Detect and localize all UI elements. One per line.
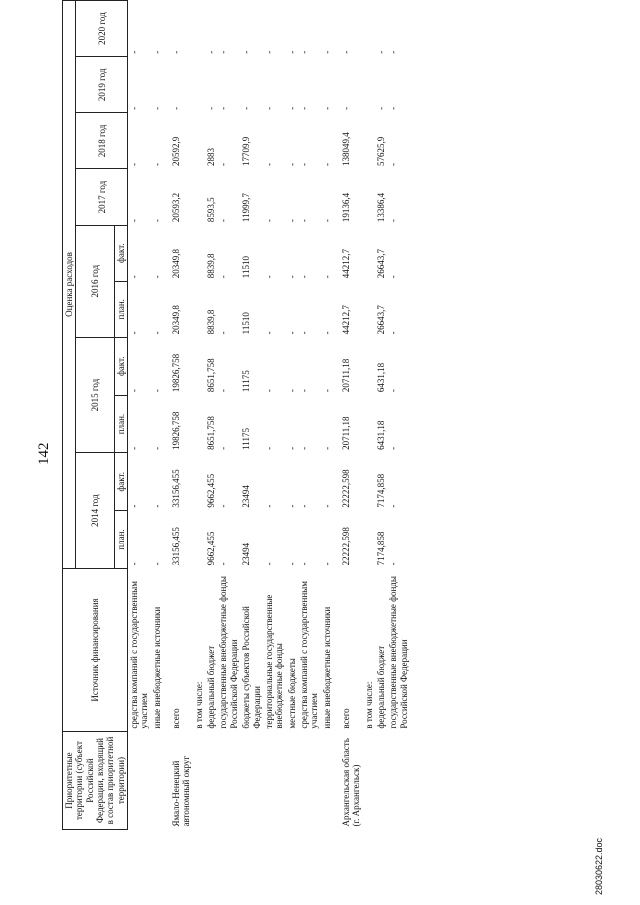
territory-cell — [193, 732, 205, 830]
value-cell: - — [298, 389, 309, 393]
value-cell: - — [218, 562, 229, 566]
value-cell: - — [286, 389, 297, 393]
value-cell: - — [129, 446, 140, 450]
value-cell: - — [151, 162, 162, 166]
value-cell — [363, 1, 375, 57]
value-cell: 8593,5 — [206, 197, 217, 223]
value-cell: 26643,7 — [375, 248, 386, 279]
territory-cell — [217, 732, 240, 830]
source-cell: иные внебюджетные источники — [151, 606, 162, 729]
territory-cell — [128, 732, 151, 830]
value-cell: - — [388, 562, 399, 566]
value-cell: 19826,758 — [171, 411, 182, 450]
value-cell: - — [298, 504, 309, 508]
value-cell: - — [151, 562, 162, 566]
value-cell: - — [218, 389, 229, 393]
value-cell: - — [375, 106, 386, 110]
value-cell: - — [263, 446, 274, 450]
value-cell: - — [129, 275, 140, 279]
value-cell: - — [218, 275, 229, 279]
header-fact: факт. — [114, 453, 127, 511]
source-cell: местные бюджеты — [286, 658, 297, 729]
value-cell: - — [286, 219, 297, 223]
source-cell: бюджеты субъектов Российской Федерации — [241, 606, 262, 729]
value-cell: - — [286, 504, 297, 508]
value-cell: 17709,9 — [241, 136, 252, 166]
value-cell: - — [340, 50, 351, 54]
value-cell: - — [151, 219, 162, 223]
header-plan: план. — [114, 281, 127, 337]
value-cell — [363, 281, 375, 337]
page-number: 142 — [36, 442, 52, 465]
source-cell: в том числе: — [193, 681, 204, 729]
value-cell: 22222,598 — [340, 527, 351, 566]
value-cell: - — [388, 504, 399, 508]
value-cell: - — [129, 331, 140, 335]
header-year-2019: 2019 год — [76, 57, 128, 113]
value-cell: 11175 — [241, 428, 252, 450]
expenses-table — [62, 0, 410, 830]
header-fact: факт. — [114, 225, 127, 281]
value-cell — [193, 511, 205, 569]
value-cell: - — [151, 331, 162, 335]
value-cell: 23494 — [241, 542, 252, 566]
value-cell: - — [218, 162, 229, 166]
value-cell: - — [263, 389, 274, 393]
value-cell: - — [129, 219, 140, 223]
source-cell: средства компаний с государственным участием — [129, 581, 150, 729]
value-cell — [193, 113, 205, 169]
value-cell: 11510 — [241, 256, 252, 279]
value-cell: - — [321, 162, 332, 166]
value-cell: - — [151, 446, 162, 450]
value-cell: - — [263, 162, 274, 166]
value-cell: - — [206, 50, 217, 54]
value-cell: - — [241, 106, 252, 110]
value-cell: - — [218, 50, 229, 54]
value-cell: - — [286, 446, 297, 450]
value-cell: - — [298, 331, 309, 335]
territory-cell — [387, 732, 410, 830]
value-cell: 20593,2 — [171, 192, 182, 223]
value-cell: - — [151, 106, 162, 110]
source-cell: территориальные государственные внебюджетные фонды — [263, 594, 285, 729]
value-cell: - — [286, 562, 297, 566]
value-cell — [193, 281, 205, 337]
value-cell: 6431,18 — [375, 362, 386, 393]
value-cell: - — [388, 106, 399, 110]
table-row — [128, 1, 151, 830]
value-cell: - — [218, 446, 229, 450]
table-row — [263, 1, 286, 830]
value-cell: 20349,8 — [171, 248, 182, 279]
header-year-2017: 2017 год — [76, 169, 128, 225]
value-cell: - — [321, 106, 332, 110]
value-cell: - — [321, 275, 332, 279]
table-row — [151, 1, 163, 830]
value-cell: 19826,758 — [171, 353, 182, 393]
territory-cell — [151, 732, 163, 830]
value-cell: 20349,8 — [171, 305, 182, 335]
value-cell: - — [171, 50, 182, 54]
header-year-2015: 2015 год — [76, 337, 114, 453]
header-year-2018: 2018 год — [76, 113, 128, 169]
value-cell: 7174,858 — [375, 473, 386, 508]
value-cell: - — [321, 504, 332, 508]
value-cell — [363, 225, 375, 281]
value-cell — [193, 225, 205, 281]
source-cell: в том числе: — [363, 681, 374, 729]
table-row — [375, 1, 387, 830]
value-cell: - — [321, 446, 332, 450]
value-cell: 9662,455 — [206, 531, 217, 566]
header-estimate: Оценка расходов — [63, 1, 76, 569]
value-cell: - — [263, 504, 274, 508]
value-cell: - — [388, 275, 399, 279]
value-cell — [193, 1, 205, 57]
territory-cell — [375, 732, 387, 830]
value-cell: 44212,7 — [340, 248, 351, 279]
value-cell: 19136,4 — [340, 192, 351, 223]
value-cell: - — [298, 50, 309, 54]
header-year-2014: 2014 год — [76, 453, 114, 569]
table-header — [63, 1, 128, 830]
table-row — [363, 1, 375, 830]
source-cell: всего — [171, 708, 182, 729]
value-cell: - — [388, 162, 399, 166]
value-cell: - — [298, 562, 309, 566]
header-plan: план. — [114, 511, 127, 569]
value-cell: - — [286, 50, 297, 54]
value-cell — [193, 169, 205, 225]
value-cell: - — [218, 219, 229, 223]
table-row — [163, 1, 193, 830]
table-body — [128, 1, 410, 830]
header-fact: факт. — [114, 337, 127, 395]
value-cell — [363, 337, 375, 395]
value-cell: - — [206, 106, 217, 110]
source-cell: государственные внебюджетные фонды Российской Федерации — [388, 576, 409, 729]
value-cell: 33156,455 — [171, 527, 182, 566]
table-row — [286, 1, 298, 830]
value-cell — [363, 453, 375, 511]
value-cell: - — [218, 106, 229, 110]
value-cell: 26643,7 — [375, 305, 386, 335]
value-cell: - — [388, 50, 399, 54]
value-cell: 44212,7 — [340, 305, 351, 335]
value-cell: - — [129, 162, 140, 166]
source-cell: иные внебюджетные источники — [321, 606, 332, 729]
territory-cell — [286, 732, 298, 830]
value-cell: - — [321, 219, 332, 223]
value-cell: - — [388, 389, 399, 393]
value-cell: - — [263, 562, 274, 566]
value-cell: - — [298, 275, 309, 279]
value-cell: - — [321, 50, 332, 54]
value-cell: - — [151, 50, 162, 54]
value-cell: 11175 — [241, 370, 252, 393]
value-cell: - — [263, 50, 274, 54]
value-cell — [193, 57, 205, 113]
table-row — [240, 1, 263, 830]
value-cell — [193, 395, 205, 453]
value-cell: - — [286, 331, 297, 335]
source-cell: государственные внебюджетные фонды Российской Федерации — [218, 576, 239, 729]
territory-cell — [298, 732, 321, 830]
value-cell: 11510 — [241, 312, 252, 335]
value-cell: - — [263, 106, 274, 110]
value-cell: 8839,8 — [206, 309, 217, 335]
value-cell: - — [298, 162, 309, 166]
table-row — [205, 1, 217, 830]
source-cell: всего — [340, 708, 351, 729]
territory-cell — [263, 732, 286, 830]
value-cell: - — [151, 504, 162, 508]
value-cell: - — [286, 106, 297, 110]
value-cell: 8651,758 — [206, 416, 217, 450]
value-cell: 22222,598 — [340, 469, 351, 508]
value-cell: 13386,4 — [375, 192, 386, 223]
header-territory: Приоритетные территории (субъект Российской Федерации, входящий в состав приоритетной территории) — [63, 732, 128, 830]
value-cell: - — [218, 331, 229, 335]
table-row — [333, 1, 363, 830]
source-cell: федеральный бюджет — [206, 645, 217, 729]
value-cell: 20711,18 — [340, 416, 351, 450]
value-cell — [363, 57, 375, 113]
value-cell: - — [263, 275, 274, 279]
value-cell: - — [263, 219, 274, 223]
territory-cell — [240, 732, 263, 830]
value-cell — [363, 511, 375, 569]
value-cell: - — [151, 275, 162, 279]
value-cell: 138049,4 — [340, 132, 351, 166]
header-plan: план. — [114, 395, 127, 453]
territory-cell: Архангельская область (г. Архангельск) — [340, 738, 362, 827]
territory-cell — [205, 732, 217, 830]
header-source: Источник финансирования — [63, 568, 128, 731]
table-row — [387, 1, 410, 830]
value-cell: - — [218, 504, 229, 508]
value-cell: - — [129, 50, 140, 54]
value-cell: - — [263, 331, 274, 335]
territory-cell — [363, 732, 375, 830]
value-cell: - — [151, 389, 162, 393]
value-cell: - — [388, 219, 399, 223]
value-cell: 57625,9 — [375, 136, 386, 166]
source-cell: федеральный бюджет — [375, 645, 386, 729]
value-cell: - — [129, 106, 140, 110]
table-row — [193, 1, 205, 830]
value-cell: - — [321, 562, 332, 566]
value-cell: - — [340, 106, 351, 110]
value-cell: - — [388, 331, 399, 335]
header-year-2016: 2016 год — [76, 225, 114, 337]
value-cell: - — [321, 389, 332, 393]
value-cell: 2883 — [206, 147, 217, 166]
table-row — [321, 1, 333, 830]
value-cell: 20592,9 — [171, 136, 182, 166]
territory-cell: Ямало-Ненецкий автономный округ — [171, 755, 192, 827]
table-row — [217, 1, 240, 830]
value-cell: 7174,858 — [375, 531, 386, 566]
value-cell: 8839,8 — [206, 253, 217, 279]
value-cell: - — [129, 562, 140, 566]
value-cell: 6431,18 — [375, 420, 386, 450]
value-cell: 20711,18 — [340, 358, 351, 393]
value-cell: 8651,758 — [206, 358, 217, 393]
value-cell: - — [171, 106, 182, 110]
table-row — [298, 1, 321, 830]
territory-cell — [321, 732, 333, 830]
value-cell: - — [388, 446, 399, 450]
value-cell: - — [286, 275, 297, 279]
value-cell: - — [375, 50, 386, 54]
value-cell — [193, 453, 205, 511]
value-cell: 33156,455 — [171, 469, 182, 508]
value-cell: - — [129, 504, 140, 508]
source-cell: средства компаний с государственным участием — [298, 581, 320, 729]
value-cell: 11999,7 — [241, 193, 252, 223]
header-year-2020: 2020 год — [76, 1, 128, 57]
value-cell: - — [298, 446, 309, 450]
value-cell: 9662,455 — [206, 473, 217, 508]
footer-doc-name: 28030622.doc — [594, 837, 604, 895]
value-cell: - — [241, 50, 252, 54]
value-cell: - — [321, 331, 332, 335]
value-cell: - — [298, 219, 309, 223]
value-cell: - — [129, 389, 140, 393]
value-cell — [363, 395, 375, 453]
value-cell: - — [298, 106, 309, 110]
value-cell — [193, 337, 205, 395]
value-cell — [363, 169, 375, 225]
value-cell: 23494 — [241, 485, 252, 508]
value-cell — [363, 113, 375, 169]
value-cell: - — [286, 162, 297, 166]
